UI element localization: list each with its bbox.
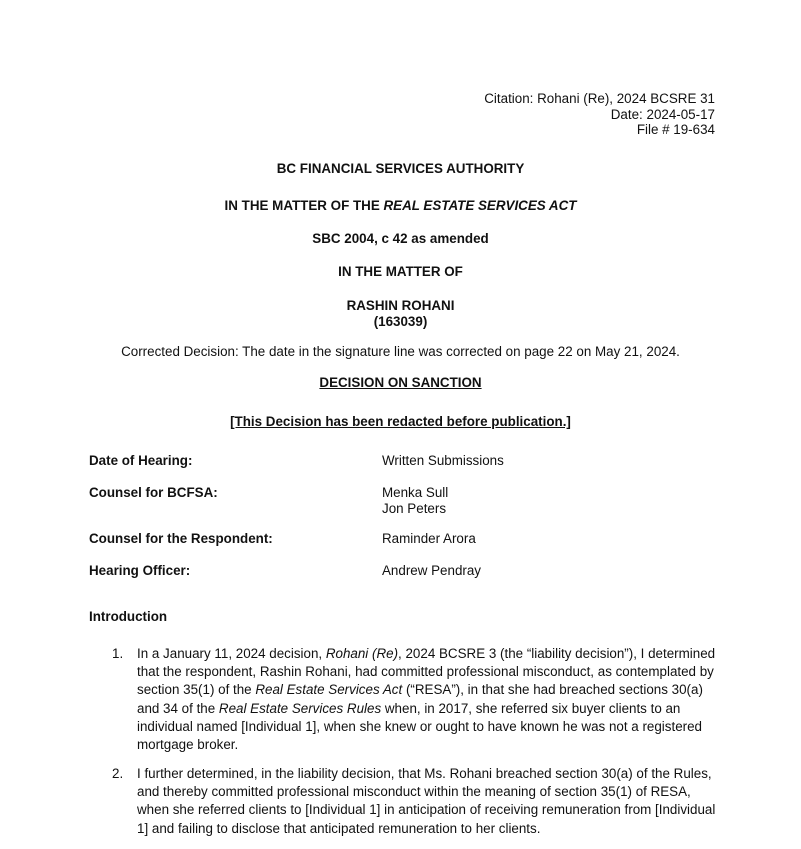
citation-block	[484, 91, 715, 138]
redaction-note: [This Decision has been redacted before publication.]	[230, 414, 571, 429]
hearing-officer-value: Andrew Pendray	[382, 563, 481, 578]
act-title: Real Estate Services Act	[255, 682, 403, 698]
paragraph-line	[137, 645, 722, 663]
hearing-officer-label: Hearing Officer:	[89, 563, 191, 578]
paragraph-line	[137, 681, 722, 699]
paragraph-line: I further determined, in the liability decision, that Ms. Rohani breached section 30(a) of the Rules,	[137, 766, 712, 781]
paragraph-text	[137, 765, 722, 838]
introduction-heading: Introduction	[89, 609, 168, 624]
paragraph-line: 1] and failing to disclose that anticipated remuneration to her clients.	[137, 820, 541, 836]
bcfsa-counsel-value	[382, 485, 448, 516]
paragraph-line: that the respondent, Rashin Rohani, had committed professional misconduct, as contemplated by	[137, 664, 714, 680]
text-run: section 35(1) of the	[137, 682, 256, 698]
respondent-counsel-value: Raminder Arora	[382, 531, 476, 546]
hearing-date-label: Date of Hearing:	[89, 453, 193, 468]
decision-title: DECISION ON SANCTION	[319, 375, 482, 390]
respondent-number: (163039)	[373, 314, 428, 329]
case-name: Rohani (Re)	[325, 646, 399, 661]
decision-date: Date: 2024-05-17	[610, 106, 715, 122]
authority-heading: BC FINANCIAL SERVICES AUTHORITY	[276, 161, 525, 176]
correction-note: Corrected Decision: The date in the signature line was corrected on page 22 on May 21, 2024.	[121, 344, 680, 359]
statute-heading: SBC 2004, c 42 as amended	[312, 231, 489, 246]
paragraph-line	[137, 700, 722, 718]
text-run: and 34 of the	[137, 700, 219, 716]
text-run: when, in 2017, she referred six buyer clients to an	[381, 700, 681, 716]
matter-of-heading: IN THE MATTER OF	[338, 264, 463, 279]
text-run: (“RESA”), in that she had breached sections 30(a)	[402, 682, 703, 698]
paragraph-number: 2.	[112, 766, 124, 781]
respondent-counsel-label: Counsel for the Respondent:	[89, 531, 273, 546]
matter-heading	[0, 198, 801, 213]
paragraph-line: mortgage broker.	[137, 737, 239, 753]
text-run: , 2024 BCSRE 3 (the “liability decision”), I determined	[398, 646, 716, 661]
paragraph-line: and thereby committed professional misconduct within the meaning of section 35(1) of RESA,	[137, 784, 691, 800]
paragraph-line: individual named [Individual 1], when she knew or ought to have known he was not a registered	[137, 718, 702, 734]
file-number: File # 19-634	[636, 122, 715, 137]
paragraph-text	[137, 645, 722, 754]
text-run: In a January 11, 2024 decision,	[137, 646, 326, 661]
citation-line: Citation: Rohani (Re), 2024 BCSRE 31	[484, 91, 715, 106]
bcfsa-counsel-name-1: Menka Sull	[382, 485, 449, 500]
respondent-name: RASHIN ROHANI	[346, 298, 455, 313]
paragraph-line: when she referred clients to [Individual 1] in anticipation of receiving remuneration from [Individual	[137, 802, 716, 818]
act-name: REAL ESTATE SERVICES ACT	[383, 198, 577, 213]
rules-title: Real Estate Services Rules	[218, 700, 382, 716]
matter-prefix: IN THE MATTER OF THE	[224, 198, 384, 213]
hearing-date-value: Written Submissions	[382, 453, 504, 468]
bcfsa-counsel-label: Counsel for BCFSA:	[89, 485, 218, 500]
paragraph-number: 1.	[112, 646, 124, 661]
bcfsa-counsel-name-2: Jon Peters	[382, 500, 447, 516]
